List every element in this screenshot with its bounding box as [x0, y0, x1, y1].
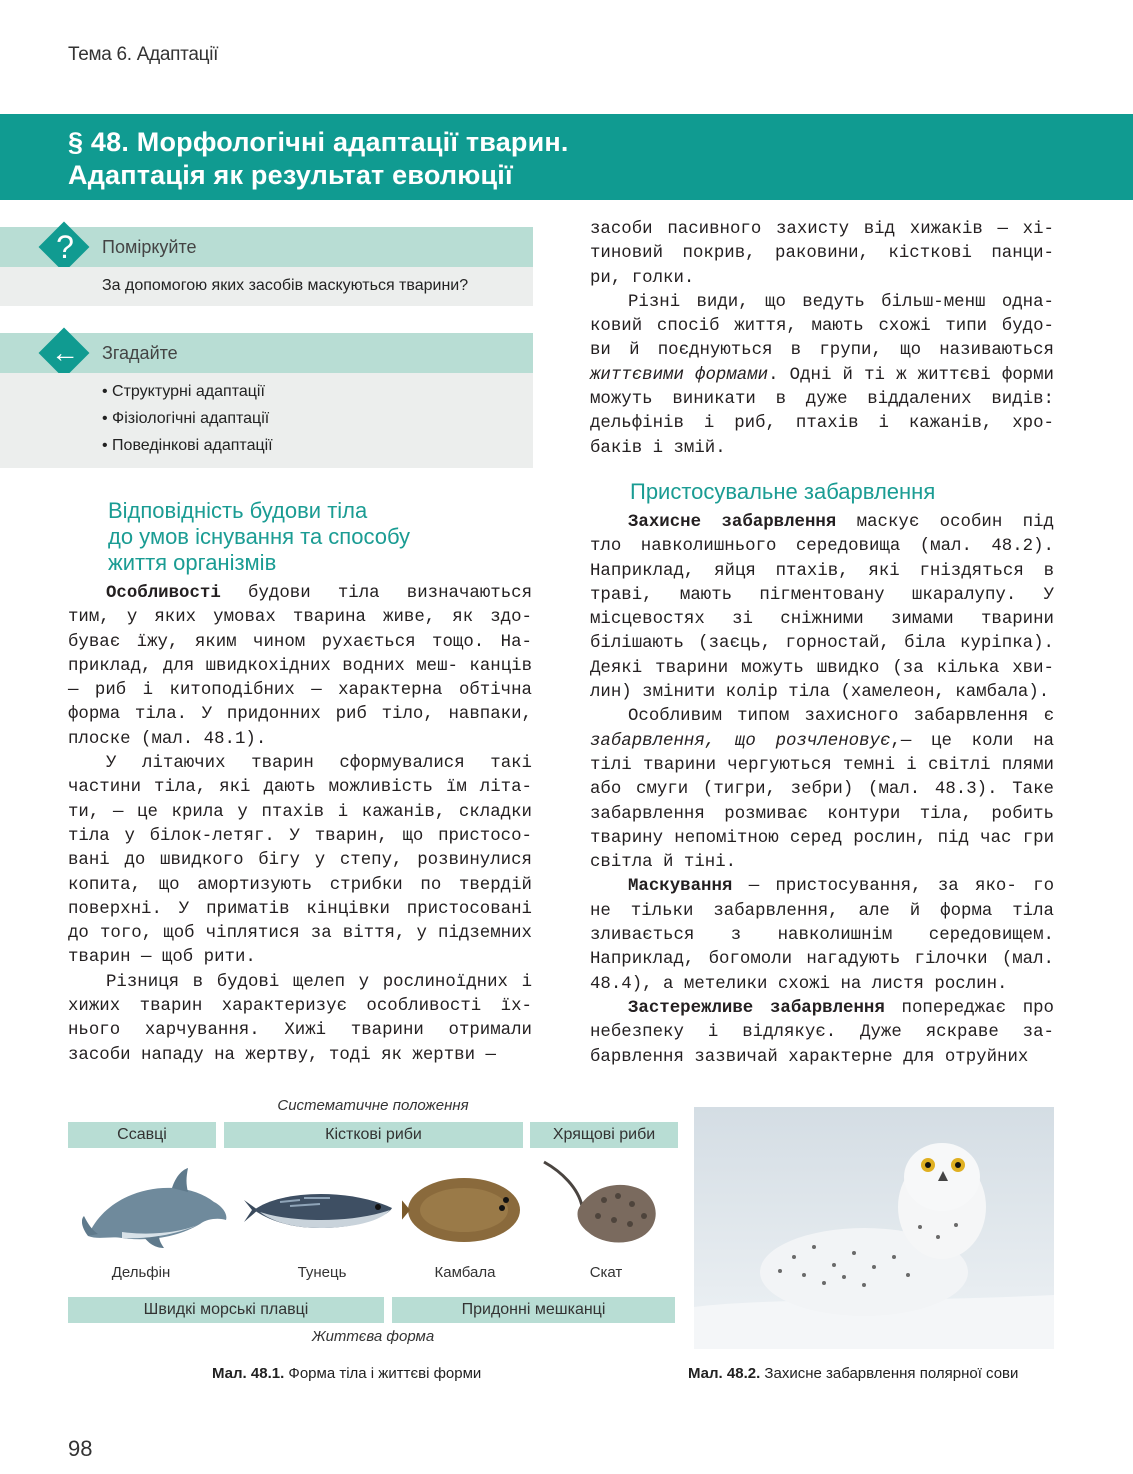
term-life-forms: життєвими формами — [590, 365, 769, 385]
recall-box — [0, 333, 533, 468]
term-protective-coloration: Захисне забарвлення — [628, 513, 837, 532]
text-line: в траві, мають пігментовану шкаралупу. — [590, 561, 1054, 605]
question-icon: ? — [56, 229, 74, 265]
section-heading-line: до умов існування та способу — [108, 524, 411, 549]
animal-label-tuna: Тунець — [297, 1264, 347, 1281]
text-line: білішають (заєць, горностай, біла куріпка). — [590, 634, 1054, 654]
paragraph-warning-coloration — [590, 997, 1054, 1070]
tuna-illustration — [240, 1180, 395, 1240]
running-header: Тема 6. Адаптації — [68, 44, 219, 65]
text-line: Наприклад, богомоли нагадують гілочки — [590, 950, 988, 970]
section-heading-line: життя організмів — [108, 550, 277, 575]
text-line: до того, щоб чіплятися за віття, у підземних — [68, 924, 532, 944]
text-line: тиновий покрив, раковини, кісткові панци- — [590, 244, 1054, 264]
text-line: лин) змінити колір тіла (хамелеон, камбала). — [590, 683, 1050, 703]
recall-box-header — [0, 333, 533, 373]
ray-illustration — [538, 1158, 662, 1250]
group-mammals: Ссавці — [68, 1122, 216, 1148]
caption-number: Мал. 48.1. — [212, 1365, 285, 1382]
figure-caption-48-1 — [212, 1365, 481, 1382]
chapter-title-band — [0, 114, 1133, 200]
term-warning-coloration: Застережливе забарвлення — [628, 998, 885, 1018]
text-line: У місцевостях зі сніжними зимами тварини — [590, 585, 1054, 630]
text-line: Різні види, що ведуть більш-менш одна- — [628, 292, 1054, 312]
text-line: тло навколишнього середовища (мал. 48.2). — [590, 537, 1054, 557]
text-line: тварину непомітною серед рослин, під час — [590, 828, 1012, 848]
text-line: видів: дельфінів і риб, птахів і кажанів, хро- — [590, 390, 1054, 434]
think-box-header — [0, 227, 533, 267]
paragraph-disruptive-coloration — [590, 705, 1054, 875]
animal-label-flounder: Камбала — [434, 1264, 496, 1281]
recall-item-text: Структурні адаптації — [112, 383, 265, 400]
term-camouflage: Маскування — [628, 877, 733, 897]
life-form-bottom-dwellers: Придонні мешканці — [392, 1297, 675, 1323]
text-line: тим, у яких умовах тварина живе, як здо- — [68, 608, 532, 628]
text-line: — пристосування, за яко- — [732, 877, 1017, 897]
text-line: Різниця в будові щелеп у рослиноїдних — [106, 972, 508, 992]
think-box — [0, 227, 533, 306]
animal-label-ray: Скат — [589, 1264, 623, 1281]
text-line: тілі тварини чергуються темні і світлі плями — [590, 755, 1054, 775]
text-line: є — [1043, 707, 1054, 727]
text-line: попереджає — [884, 998, 1006, 1018]
chapter-title-line-2: Адаптація як результат еволюції — [68, 160, 513, 190]
left-column-text — [68, 582, 532, 1068]
text-line: Деякі тварини можуть швидко (за кілька хви- — [590, 658, 1054, 678]
text-line: вані до швидкого бігу у степу, розвинулися — [68, 851, 532, 871]
flounder-illustration — [402, 1170, 530, 1250]
text-line: баків і змій. — [590, 438, 726, 458]
group-bony-fish: Кісткові риби — [224, 1122, 523, 1148]
life-form-fast-swimmers: Швидкі морські плавці — [68, 1297, 384, 1323]
think-question: За допомогою яких засобів маскуються тварини? — [102, 277, 469, 294]
text-line: обтічна форма тіла. У придонних риб тіло, — [68, 681, 532, 725]
text-line: і хижих тварин характеризує особливості їх- — [68, 972, 533, 1017]
section-heading-body-form — [108, 498, 410, 576]
caption-text: Захисне забарвлення полярної сови — [760, 1365, 1019, 1382]
paragraph-protective-coloration — [590, 511, 1054, 705]
text-line: навпаки, плоске (мал. 48.1). — [68, 705, 532, 749]
paragraph-passive-defense — [590, 218, 1054, 291]
text-line: буває їжу, яким чином рухається тощо. На- — [68, 632, 532, 652]
recall-item: • Поведінкові адаптації — [102, 437, 273, 454]
text-line: канців — риб і китоподібних — характерна — [68, 656, 533, 701]
text-line: . Одні й ті ж життєві — [768, 365, 991, 385]
systematic-position-label: Систематичне положення — [277, 1097, 469, 1114]
term-features: Особливості — [106, 584, 221, 603]
text-line: будови тіла визначаються — [248, 584, 533, 603]
text-line: го не тільки забарвлення, але й форма тіла — [590, 877, 1055, 921]
text-line: зливається з навколишнім середовищем. — [590, 926, 1054, 946]
text-line: засоби пасивного захисту від хижаків — хі- — [590, 220, 1054, 239]
caption-number: Мал. 48.2. — [688, 1365, 761, 1382]
paragraph-camouflage — [590, 875, 1054, 996]
text-line: поверхні. У приматів кінцівки пристосовані — [68, 899, 532, 919]
term-disruptive-coloration: забарвлення, що розчленовує — [590, 731, 891, 751]
text-line: нього харчування. Хижі тварини отримали — [68, 1021, 532, 1041]
page-number: 98 — [68, 1436, 93, 1461]
right-column-text-top — [590, 218, 1054, 461]
think-box-body — [0, 267, 533, 306]
text-line: У літаючих тварин сформувалися такі — [106, 754, 532, 774]
section-heading-coloration: Пристосувальне забарвлення — [630, 479, 936, 504]
recall-item-text: Фізіологічні адаптації — [112, 410, 270, 427]
figure-caption-48-2 — [688, 1365, 1018, 1382]
think-box-title: Поміркуйте — [102, 237, 197, 257]
text-line: гри світла й тіні. — [590, 828, 1055, 873]
text-line: про небезпеку і відлякує. Дуже яскраве за- — [590, 998, 1054, 1043]
recall-box-body — [0, 373, 533, 468]
caption-text: Форма тіла і життєві форми — [284, 1365, 482, 1382]
text-line: або смуги (тигри, зебри) (мал. 48.3). Таке — [590, 780, 1054, 800]
life-form-label: Життєва форма — [311, 1328, 435, 1345]
animal-label-dolphin: Дельфін — [111, 1264, 171, 1281]
text-line: частини тіла, які дають можливість їм літа- — [68, 778, 532, 798]
paragraph-life-forms — [590, 291, 1054, 461]
recall-item: • Фізіологічні адаптації — [102, 410, 270, 427]
text-line: ,— це коли на — [890, 731, 1055, 751]
text-line: ковий спосіб життя, мають схожі типи будо- — [590, 317, 1054, 337]
text-line: тварин — щоб рити. — [68, 948, 256, 968]
text-line: форми можуть виникати в дуже віддалених — [590, 365, 1054, 410]
paragraph-flying — [68, 752, 532, 971]
text-line: забарвлення розмиває контури тіла, робить — [590, 804, 1054, 824]
text-line: Наприклад, яйця птахів, які гніздяться — [590, 561, 1024, 581]
text-line: барвлення зазвичай характерне для отруйних — [590, 1047, 1029, 1067]
paragraph-jaws — [68, 971, 532, 1068]
snowy-owl-photo — [694, 1107, 1054, 1349]
text-line: ри, голки. — [590, 268, 695, 288]
text-line: (мал. 48.4), а метелики схожі на листя рослин. — [590, 950, 1054, 994]
text-line: маскує особин під — [836, 513, 1054, 532]
text-line: ти, — це крила у птахів і кажанів, складки — [68, 802, 532, 822]
recall-box-title: Згадайте — [102, 343, 178, 363]
text-line: копита, що амортизують стрибки по твердій — [68, 875, 532, 895]
group-cartilaginous-fish: Хрящові риби — [530, 1122, 678, 1148]
chapter-title-line-1: § 48. Морфологічні адаптації тварин. — [68, 127, 569, 157]
text-line: засоби нападу на жертву, тоді як жертви — — [68, 1045, 496, 1065]
text-line: тіла у білок-летяг. У тварин, що пристосо- — [68, 826, 532, 846]
recall-item: • Структурні адаптації — [102, 383, 265, 400]
text-line: ви й поєднуються в групи, що називаються — [590, 341, 1054, 361]
dolphin-illustration — [82, 1162, 232, 1252]
section-heading-line: Відповідність будови тіла — [108, 498, 368, 523]
arrow-left-icon: ← — [51, 337, 79, 368]
text-line: Особливим типом захисного забарвлення — [628, 707, 1029, 727]
right-column-text-bottom — [590, 511, 1054, 1070]
paragraph-features — [68, 582, 532, 752]
text-line: приклад, для швидкохідних водних меш- — [68, 656, 458, 676]
recall-item-text: Поведінкові адаптації — [112, 437, 273, 454]
